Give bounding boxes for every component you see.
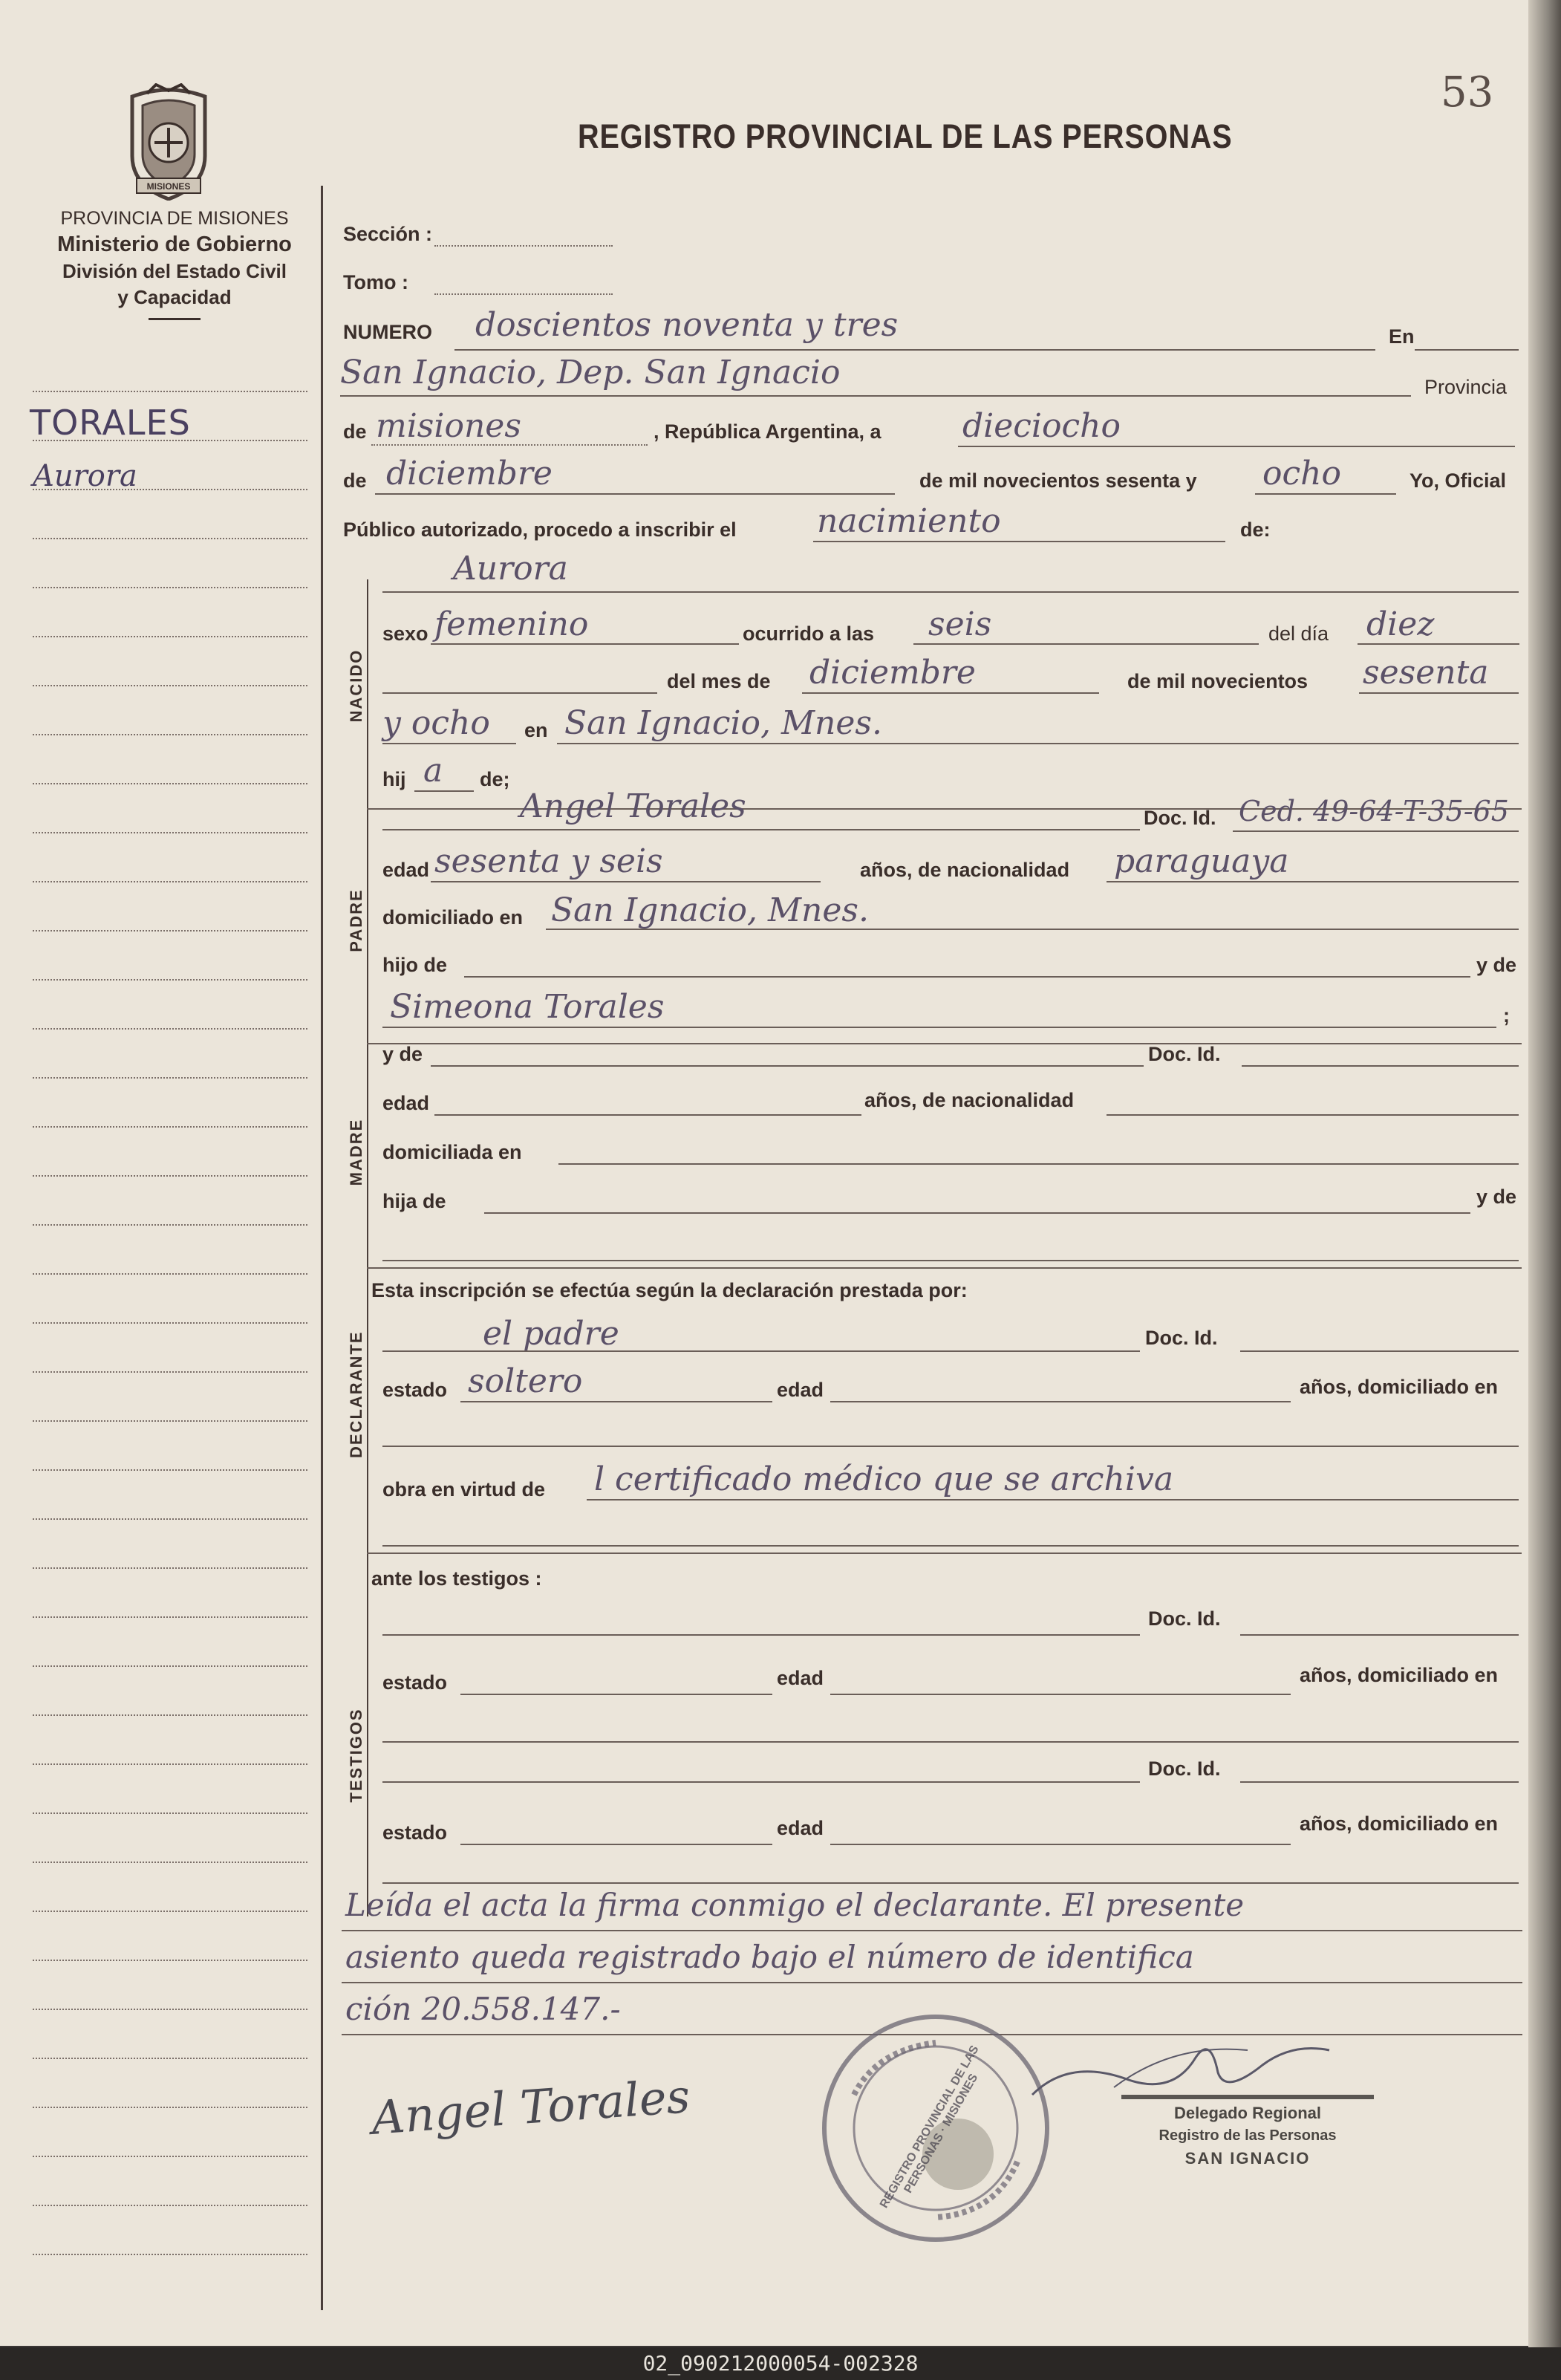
declarant-signature: Angel Torales	[369, 2069, 692, 2145]
de-label-1: de	[343, 420, 367, 443]
margin-dotted-line	[33, 1371, 307, 1373]
testigo1-edad-label: edad	[777, 1667, 824, 1689]
issuer-capacity: y Capacidad	[117, 286, 232, 308]
padre-anios-label: años, de nacionalidad	[860, 859, 1070, 881]
padre-doc-value: Ced. 49-64-T-35-65	[1239, 795, 1509, 828]
margin-dotted-line	[33, 1322, 307, 1324]
declarante-anios-label: años, domiciliado en	[1300, 1376, 1499, 1398]
issuer-division: División del Estado Civil	[62, 260, 287, 282]
margin-dotted-line	[33, 1960, 307, 1961]
mil-novecientos-label: de mil novecientos	[1127, 670, 1309, 692]
page-number: 53	[1441, 68, 1494, 117]
padre-section-label: PADRE	[347, 888, 365, 952]
day-value: dieciocho	[962, 407, 1121, 445]
document-title: REGISTRO PROVINCIAL DE LAS PERSONAS	[578, 117, 1233, 155]
margin-divider	[321, 186, 323, 2310]
crest-ribbon-text: MISIONES	[146, 181, 191, 192]
margin-dotted-line	[33, 979, 307, 981]
anio-value: sesenta	[1363, 654, 1489, 692]
tomo-label: Tomo :	[343, 271, 408, 293]
year-value: ocho	[1262, 455, 1341, 492]
testigo1-anios-label: años, domiciliado en	[1300, 1664, 1499, 1686]
de-label-2: de	[343, 469, 367, 492]
padre-name: Angel Torales	[520, 787, 746, 825]
del-dia-label: del día	[1268, 622, 1329, 645]
padre-nacionalidad-value: paraguaya	[1114, 842, 1289, 880]
declarante-estado-value: soltero	[468, 1362, 583, 1400]
issuer-province: PROVINCIA DE MISIONES	[60, 208, 289, 229]
madre-section-label: MADRE	[347, 1118, 365, 1186]
testigo1-estado-label: estado	[382, 1671, 448, 1694]
margin-dotted-line	[33, 2058, 307, 2059]
mes-value: diciembre	[809, 654, 976, 692]
declarante-section-label: DECLARANTE	[347, 1330, 365, 1458]
margin-dotted-line	[33, 587, 307, 588]
madre-hija-de-label: hija de	[382, 1190, 446, 1212]
binding-edge	[1528, 0, 1561, 2347]
margin-dotted-line	[33, 2156, 307, 2157]
stamp-line-2: Registro de las Personas	[1158, 2127, 1337, 2144]
margin-dotted-line	[33, 2009, 307, 2010]
margin-dotted-line	[33, 1616, 307, 1618]
seccion-label: Sección :	[343, 223, 433, 245]
margin-dotted-line	[33, 930, 307, 931]
dia-value: diez	[1366, 605, 1435, 643]
en-lugar-label: en	[524, 719, 548, 741]
margin-dotted-line	[33, 1420, 307, 1422]
month-value: diciembre	[386, 455, 553, 492]
margin-dotted-line	[33, 636, 307, 637]
testigos-section-label: TESTIGOS	[347, 1708, 365, 1803]
testigo2-doc-label: Doc. Id.	[1148, 1758, 1221, 1780]
madre-doc-label: Doc. Id.	[1148, 1043, 1221, 1065]
margin-dotted-line	[33, 685, 307, 686]
margin-dotted-line	[33, 1911, 307, 1912]
testigo2-estado-label: estado	[382, 1821, 448, 1844]
lugar-value: San Ignacio, Mnes.	[564, 704, 882, 742]
testigos-intro-label: ante los testigos :	[371, 1567, 542, 1590]
margin-dotted-line	[33, 1028, 307, 1030]
padre-hijo-de-label: hijo de	[382, 954, 447, 976]
place-value: San Ignacio, Dep. San Ignacio	[340, 354, 841, 391]
official-seal-icon	[809, 2006, 1062, 2251]
nacido-name: Aurora	[453, 550, 568, 588]
madre-y-de2-label: y de	[1476, 1186, 1517, 1208]
margin-dotted-line	[33, 783, 307, 784]
issuer-ministry: Ministerio de Gobierno	[57, 233, 292, 256]
en-label: En	[1389, 325, 1415, 348]
margin-dotted-line	[33, 1665, 307, 1667]
margin-surname: TORALES	[30, 403, 191, 443]
margin-dotted-line	[33, 2254, 307, 2255]
margin-dotted-line	[33, 734, 307, 735]
madre-domiciliada-label: domiciliada en	[382, 1141, 522, 1163]
madre-anios-label: años, de nacionalidad	[864, 1089, 1075, 1111]
margin-dotted-line	[33, 1126, 307, 1128]
margin-dotted-line	[33, 2205, 307, 2206]
hij-value: a	[423, 752, 443, 790]
obra-value: l certificado médico que se archiva	[594, 1460, 1174, 1498]
anio-cont-value: y ocho	[382, 704, 490, 742]
margin-dotted-line	[33, 881, 307, 882]
hij-label: hij	[382, 768, 406, 790]
margin-given-name: Aurora	[33, 459, 137, 493]
declarante-edad-label: edad	[777, 1379, 824, 1401]
ocurrido-label: ocurrido a las	[743, 622, 875, 645]
margin-dotted-line	[33, 1175, 307, 1177]
republica-label: , República Argentina, a	[654, 420, 881, 443]
nacido-section-label: NACIDO	[347, 648, 365, 723]
padre-edad-value: sesenta y seis	[434, 842, 663, 880]
testigo1-doc-label: Doc. Id.	[1148, 1607, 1221, 1630]
testigo2-anios-label: años, domiciliado en	[1300, 1812, 1499, 1835]
de-colon-label: de:	[1240, 518, 1271, 541]
seal-text: REGISTRO PROVINCIAL DE LAS PERSONAS · MISIONES	[878, 2043, 982, 2211]
padre-domiciliado-label: domiciliado en	[382, 906, 524, 929]
padre-edad-label: edad	[382, 859, 430, 881]
margin-dotted-line	[33, 1763, 307, 1765]
margin-dotted-line	[33, 1812, 307, 1814]
closing-line-2: asiento queda registrado bajo el número de identifica	[345, 1939, 1194, 1975]
numero-label: NUMERO	[343, 321, 432, 343]
testigo2-edad-label: edad	[777, 1817, 824, 1839]
padre-domicilio-value: San Ignacio, Mnes.	[551, 891, 869, 929]
padre-y-de-label: y de	[1476, 954, 1517, 976]
issuer-block	[22, 208, 327, 320]
madre-y-de-label: y de	[382, 1043, 423, 1065]
padre-doc-label: Doc. Id.	[1144, 807, 1216, 829]
declarante-value: el padre	[483, 1315, 619, 1353]
sexo-label: sexo	[382, 622, 428, 645]
margin-dotted-line	[33, 1273, 307, 1275]
obra-label: obra en virtud de	[382, 1478, 546, 1500]
margin-dotted-line	[33, 538, 307, 539]
coat-of-arms-icon	[117, 83, 220, 201]
act-value: nacimiento	[817, 502, 1001, 540]
hora-value: seis	[928, 605, 992, 643]
declarante-doc-label: Doc. Id.	[1145, 1327, 1218, 1349]
margin-dotted-line	[33, 1077, 307, 1079]
provincia-label: Provincia	[1424, 376, 1508, 398]
image-caption: 02_090212000054-002328	[0, 2347, 1561, 2380]
margin-dotted-line	[33, 391, 307, 392]
closing-line-3: ción 20.558.147.-	[345, 1991, 621, 2027]
declarante-estado-label: estado	[382, 1379, 448, 1401]
closing-line-1: Leída el acta la firma conmigo el declarante. El presente	[345, 1887, 1245, 1923]
padre-madre-name: Simeona Torales	[390, 988, 665, 1026]
section-divider	[367, 579, 368, 1916]
de-semicolon-label: de;	[480, 768, 510, 790]
declaracion-intro-label: Esta inscripción se efectúa según la declaración prestada por:	[371, 1279, 968, 1301]
del-mes-label: del mes de	[667, 670, 771, 692]
padre-semicolon: ;	[1503, 1004, 1510, 1027]
margin-dotted-line	[33, 1518, 307, 1520]
margin-dotted-line	[33, 1862, 307, 1863]
yo-oficial-label: Yo, Oficial	[1410, 469, 1507, 492]
margin-dotted-line	[33, 1714, 307, 1716]
numero-value: doscientos noventa y tres	[475, 306, 899, 344]
sexo-value: femenino	[434, 605, 589, 643]
stamp-line-3: SAN IGNACIO	[1184, 2149, 1311, 2168]
margin-dotted-line	[33, 1567, 307, 1569]
stamp-line-1: Delegado Regional	[1173, 2104, 1322, 2122]
official-stamp	[1092, 2095, 1404, 2168]
year-label: de mil novecientos sesenta y	[919, 469, 1197, 492]
margin-dotted-line	[33, 832, 307, 833]
publico-label: Público autorizado, procedo a inscribir el	[343, 518, 737, 541]
margin-dotted-line	[33, 1469, 307, 1471]
margin-dotted-line	[33, 1224, 307, 1226]
province-value: misiones	[376, 407, 521, 445]
margin-dotted-line	[33, 2107, 307, 2108]
madre-edad-label: edad	[382, 1092, 430, 1114]
